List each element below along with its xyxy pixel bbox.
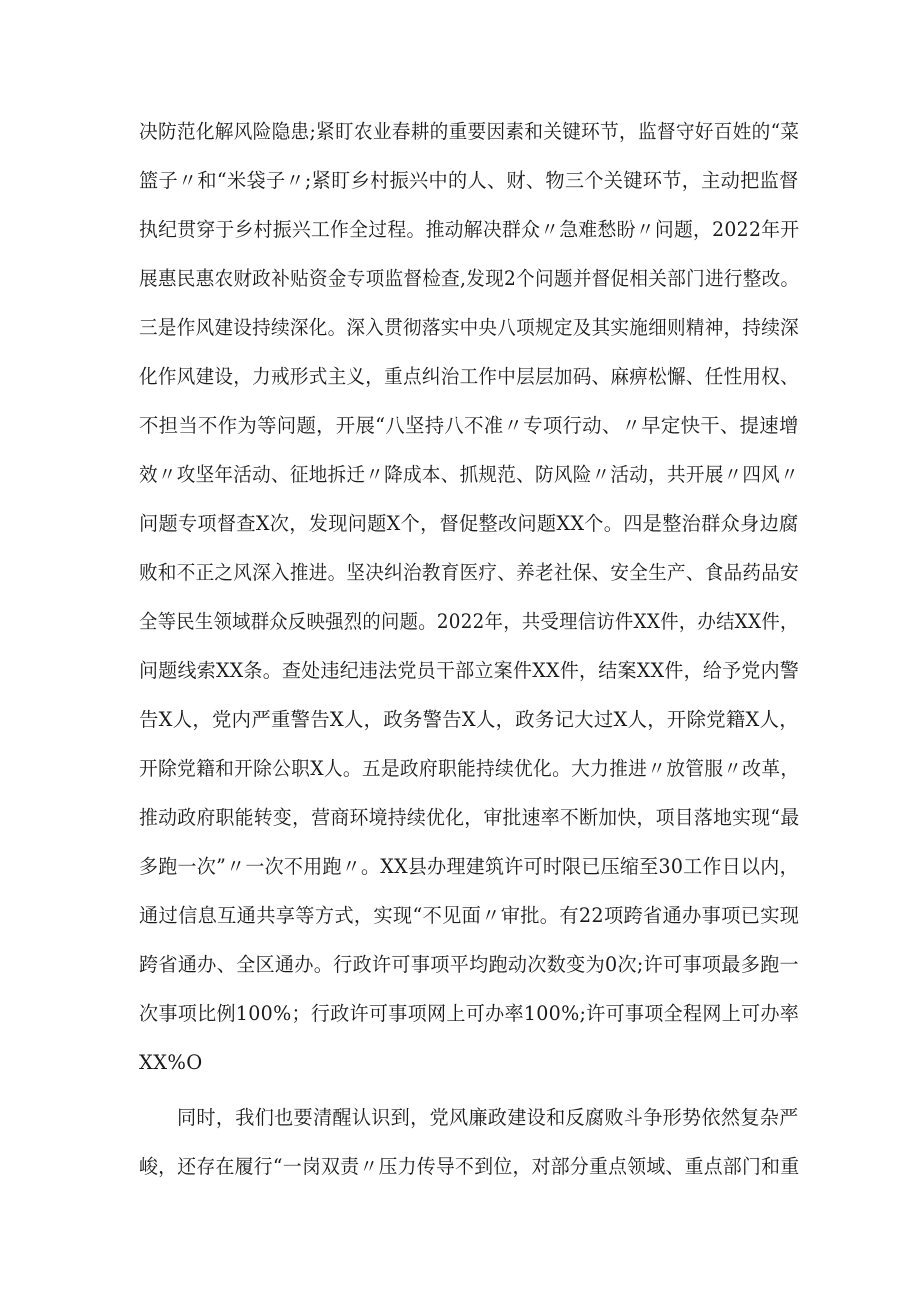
text-line: 不担当不作为等问题，开展“八坚持八不准〃专项行动、〃早定快干、提速增 xyxy=(139,414,799,437)
text-line: 决防范化解风险隐患;紧盯农业春耕的重要因素和关键环节，监督守好百姓的“菜 xyxy=(139,120,800,143)
text-line: 通过信息互通共享等方式，实现“不见面〃审批。有22项跨省通办事项已实现 xyxy=(139,904,800,927)
text-line: 峻，还存在履行“一岗双责〃压力传导不到位，对部分重点领域、重点部门和重 xyxy=(139,1155,800,1178)
text-line: 执纪贯穿于乡村振兴工作全过程。推动解决群众〃急难愁盼〃问题，2022年开 xyxy=(139,218,800,241)
text-line: 同时，我们也要清醒认识到，党风廉政建设和反腐败斗争形势依然复杂严 xyxy=(177,1106,799,1129)
text-line: 展惠民惠农财政补贴资金专项监督检查,发现2个问题并督促相关部门进行整改。 xyxy=(139,267,800,290)
text-line: 跨省通办、全区通办。行政许可事项平均跑动次数变为0次;许可事项最多跑一 xyxy=(139,953,799,976)
text-line: 化作风建设，力戒形式主义，重点纠治工作中层层加码、麻痹松懈、任性用权、 xyxy=(139,365,800,388)
text-line: 开除党籍和开除公职X人。五是政府职能持续优化。大力推进〃放管服〃改革， xyxy=(139,757,800,780)
text-line: 多跑一次”〃一次不用跑〃。XX县办理建筑许可时限已压缩至30工作日以内， xyxy=(139,855,799,878)
text-line: 问题线索XX条。查处违纪违法党员干部立案件XX件，结案XX件，给予党内警 xyxy=(139,659,800,682)
text-line: 三是作风建设持续深化。深入贯彻落实中央八项规定及其实施细则精神，持续深 xyxy=(139,316,800,339)
text-line: 效〃攻坚年活动、征地拆迁〃降成本、抓规范、防风险〃活动，共开展〃四风〃 xyxy=(139,463,800,486)
text-line: 篮子〃和“米袋子〃;紧盯乡村振兴中的人、财、物三个关键环节，主动把监督 xyxy=(139,169,799,192)
text-line: 全等民生领域群众反映强烈的问题。2022年，共受理信访件XX件，办结XX件， xyxy=(139,610,799,633)
text-line: XX%O xyxy=(139,1051,203,1074)
text-line: 问题专项督查X次，发现问题X个，督促整改问题XX个。四是整治群众身边腐 xyxy=(139,512,799,535)
text-line: 推动政府职能转变，营商环境持续优化，审批速率不断加快，项目落地实现“最 xyxy=(139,806,800,829)
text-line: 败和不正之风深入推进。坚决纠治教育医疗、养老社保、安全生产、食品药品安 xyxy=(139,561,800,584)
text-line: 告X人，党内严重警告X人，政务警告X人，政务记大过X人，开除党籍X人， xyxy=(139,708,799,731)
text-line: 次事项比例100%；行政许可事项网上可办率100%;许可事项全程网上可办率 xyxy=(139,1002,800,1025)
